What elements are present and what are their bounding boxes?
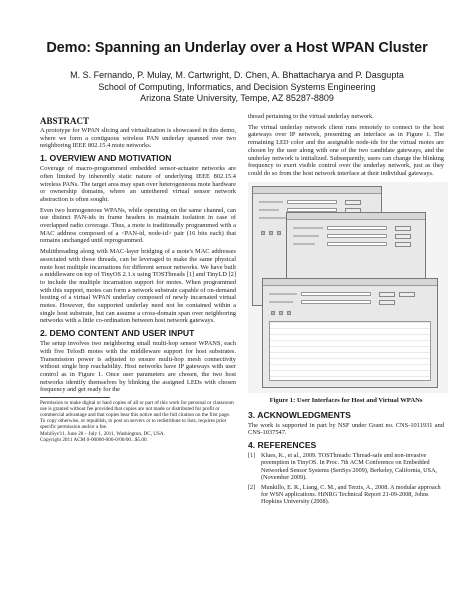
section-3-heading: 3. ACKNOWLEDGMENTS <box>248 409 351 420</box>
window-button <box>345 200 361 205</box>
paper-title: Demo: Spanning an Underlay over a Host WPAN Cluster <box>46 40 428 56</box>
conference-info: MobiSys'11, June 28 – July 1, 2011, Washington, DC, USA. <box>40 430 165 437</box>
reference-text: Klues, K., et al., 2009. TOSThreads: Thread-safe and non-invasive preemption in TinyOS. In Proc. 7th ACM Conference on Embedded Networked Sensor Systems (SenSys 2009), Berkeley, California, USA, (November 2009). <box>261 452 438 482</box>
led-indicator <box>261 231 265 235</box>
author-names: M. S. Fernando, P. Mulay, M. Cartwright, D. Chen, A. Bhattacharya and P. Dasgupta <box>70 70 404 80</box>
led-indicator <box>271 311 275 315</box>
led-indicator <box>277 231 281 235</box>
window-titlebar <box>253 187 381 194</box>
window-button <box>395 226 411 231</box>
log-area <box>269 321 431 381</box>
section-2-heading: 2. DEMO CONTENT AND USER INPUT <box>40 328 195 339</box>
left-column <box>40 116 236 443</box>
acknowledgment-text: The work is supported in part by NSF under Grant no. CNS-1011931 and CNS-1037547. <box>248 421 444 437</box>
window-button <box>395 234 411 239</box>
section-1-paragraph: Coverage of macro-programmed embedded sensor-actuator networks are often limited by inherently static nature of underlying IEEE 802.15.4 wireless PANs. The target area may span over heterogeneous mote hardware or ownership domains, where an untethered virtual sensor network abstraction is often sought. <box>40 165 236 203</box>
log-lines <box>270 322 430 380</box>
form-field <box>301 300 371 304</box>
form-field <box>327 234 387 238</box>
abstract-heading: ABSTRACT <box>40 116 90 126</box>
reference-number: [2] <box>248 483 256 491</box>
right-column <box>248 113 444 508</box>
form-label <box>269 301 293 304</box>
author-block <box>0 70 474 105</box>
form-label <box>293 227 323 230</box>
reference-item <box>248 484 444 506</box>
reference-number: [1] <box>248 452 256 460</box>
footnote-rule <box>40 397 110 398</box>
affiliation: School of Computing, Informatics, and Decision Systems Engineering <box>98 81 376 92</box>
section-1-heading: 1. OVERVIEW AND MOTIVATION <box>40 153 172 164</box>
copyright-line: Copyright 2011 ACM 0-00000-000-0/00/00...$5.00. <box>40 436 148 443</box>
address: Arizona State University, Tempe, AZ 85287-8809 <box>140 93 334 103</box>
window-button <box>395 242 411 247</box>
form-label <box>259 201 283 204</box>
window-titlebar <box>263 279 437 286</box>
section-1-paragraph: Multithreading along with MAC-layer bridging of a mote's MAC addresses associated with those threads, can be leveraged to make the same physical mote host multiple incarnations for different sensor networks. We have built a middleware on top of TinyOS 2.1.x using TOSThreads [1] and TinyLD [2] to include the multiple incarnation support for motes. When programmed with this support, motes can form a network substrate capable of on-demand hosting of a virtual WPAN underlay composed of newly incarnated virtual motes. However, the supported underlay need not be contained within a single host substrate, but can assume a cross-domain span over neighboring networks with a little co-ordination between host network gateways. <box>40 248 236 325</box>
form-label <box>269 293 297 296</box>
section-2-paragraph: The setup involves two neighboring small multi-hop sensor WPANS, each with five TelosB motes with the middleware support for host substrates. Transmission power is adjusted to ensure multi-hop mesh connectivity without single hop reachability. Host networks have IP gateways with user control as in Figure 1. Once user parameters are chosen, the two host networks identify themselves by blinking the assigned LEDs with chosen frequency and get ready for the <box>40 340 236 394</box>
reference-text: Munkillo, E. R., Liang, C. M., and Terzis, A., 2008. A modular approach for WSN applications. HiNRG Technical Report 21-09-2008, Johns Hopkins University (2008). <box>261 483 441 506</box>
figure-caption: Figure 1: User Interfaces for Host and Virtual WPANs <box>269 396 423 404</box>
led-indicator <box>279 311 283 315</box>
section-1-paragraph: Even two homogeneous WPANs, while operating on the same channel, can use distinct PAN-ids in frame headers to maintain isolation in case of overlapped radio coverage. Thus, a mote is traditionally programmed with a MAC address composed of a <PAN-id, node-id> pair (16 bits each) that remains unchanged until reprogrammed. <box>40 206 236 245</box>
form-label <box>293 243 315 246</box>
window-body <box>267 289 433 383</box>
continued-paragraph: thread pertaining to the virtual underlay network. <box>248 113 374 120</box>
window-button <box>379 292 395 297</box>
form-field <box>287 200 337 204</box>
led-indicator <box>269 231 273 235</box>
copyright-notice: Permission to make digital or hard copies of all or part of this work for personal or classroom use is granted without fee provided that copies are not made or distributed for profit or commercial advantage and that copies bear this notice and the full citation on the first page. To copy otherwise, or republish, to post on servers or to redistribute to lists, requires prior specific permission and/or a fee. <box>40 400 234 431</box>
window-button <box>379 300 395 305</box>
window-button <box>399 292 415 297</box>
form-label <box>293 235 319 238</box>
window-titlebar <box>287 213 425 220</box>
form-field <box>327 242 387 246</box>
virtual-wpan-window <box>262 278 438 388</box>
section-4-heading: 4. REFERENCES <box>248 440 317 451</box>
abstract-text: A prototype for WPAN slicing and virtualization is showcased in this demo, where we form a contiguous wireless PAN underlay spanned over two neighboring IEEE 802.15.4 mote networks. <box>40 127 236 150</box>
reference-item <box>248 452 444 482</box>
figure-1-screenshot <box>248 182 448 393</box>
form-field <box>301 292 371 296</box>
form-label <box>259 209 279 212</box>
client-paragraph: The virtual underlay network client runs remotely to connect to the host gateways over IP network, presenting an interface as in Figure 1. The remaining LED color and the assignable node-ids for the virtual motes are chosen by the user along with one of the two candidate gateways, and the underlay network is initialized. Subsequently, users can change the blinking frequency to exert visible control over the underlay network, just as they could do so from the host network interface at their individual gateways. <box>248 123 444 177</box>
form-field <box>327 226 387 230</box>
led-indicator <box>287 311 291 315</box>
form-label <box>259 217 287 220</box>
